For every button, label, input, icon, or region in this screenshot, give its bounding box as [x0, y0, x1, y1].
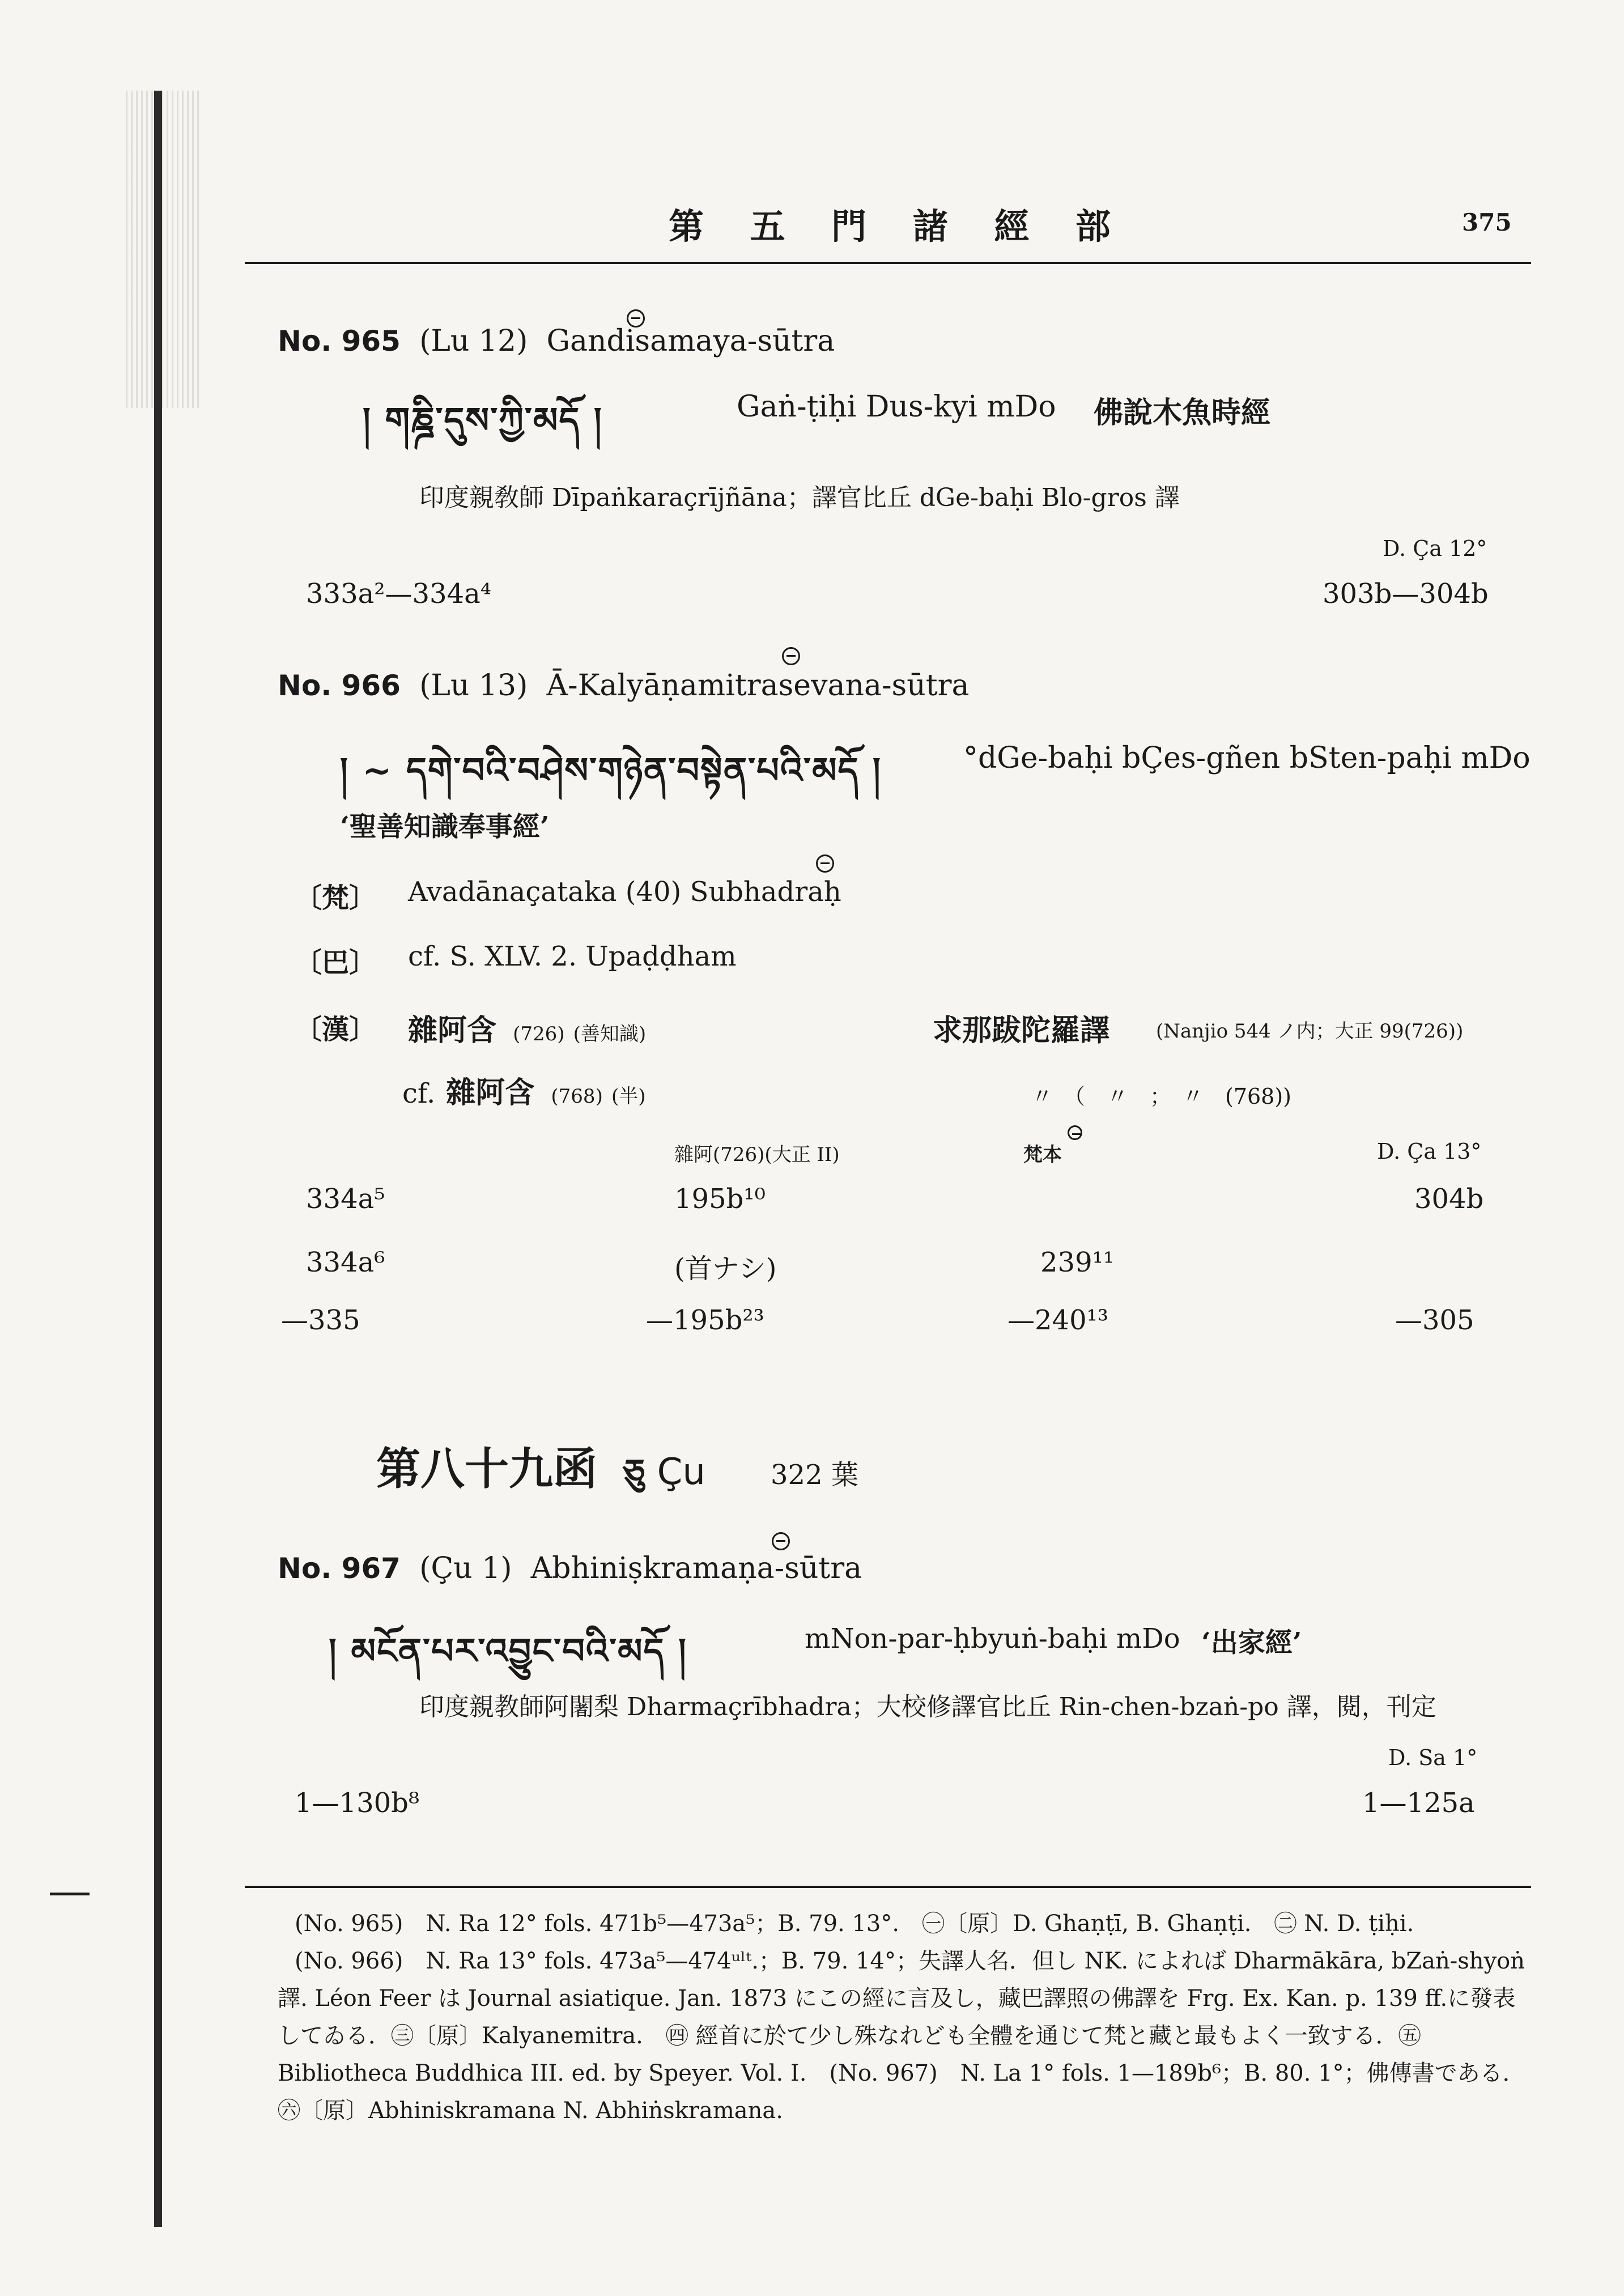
chinese-text-2: 雜阿含 [446, 1075, 535, 1110]
table-cell: 239¹¹ [1040, 1247, 1115, 1278]
entry-967-tibetan-translit: mNon-par-ḥbyuṅ-baḥi mDo [805, 1623, 1180, 1655]
footnote-965: (No. 965) N. Ra 12° fols. 471b⁵—473a⁵；B. 79. 13°. ㊀〔原〕D. Ghaṇṭī, B. Ghaṇṭi. ㊁ N. D. ṭiḥi. [295, 1911, 1414, 1937]
entry-967-tibetan-script: ། མངོན་པར་འབྱུང་བའི་མདོ ། [329, 1630, 687, 1672]
margin-mark [50, 1893, 90, 1895]
entry-966-label: No. 966 [278, 669, 401, 702]
footnote-966-967: (No. 966) N. Ra 13° fols. 473a⁵—474ᵘˡᵗ.；B. 79. 14°；失譯人名．但し NK. によれば Dharmākāra, bZaṅ-shyoṅ 譯. Léon Feer は Journal asiatique. Jan. 1873 にこの經に言及し，藏巴譯照の佛譯を Frg. Ex. Kan. p. 139 ff.に發表してゐる．㊂〔原〕Kalyanemitra. ㊃ 經首に於て少し殊なれども全體を通じて梵と藏と最もよく一致する．㊄ Bibliotheca Buddhica III. ed. by Speyer. Vol. I. (No. 967) N. La 1° fols. 1—189b⁶；B. 80. 1°；佛傳書である．㊅〔原〕Abhiniskramana N. Abhiṅskramana. [278, 1948, 1525, 2124]
table-cell: 334a⁶ [306, 1247, 385, 1278]
table-cell: —195b²³ [646, 1304, 764, 1336]
entry-967-derge: D. Sa 1° [1388, 1745, 1478, 1770]
binding-spine [154, 91, 162, 2227]
circled-note-6-icon [772, 1532, 790, 1550]
entry-967-left-range: 1—130b⁸ [295, 1787, 420, 1819]
footnote-rule [245, 1886, 1531, 1888]
column-head-3: D. Ça 13° [1377, 1139, 1482, 1164]
chinese-note-2: (半) [611, 1085, 646, 1108]
chinese-cf: cf. [402, 1078, 436, 1109]
chinese-ref-1: (Nanjio 544 ノ内；大正 99(726)) [1156, 1020, 1464, 1043]
binding-spine-shadow [126, 91, 199, 408]
table-cell: —305 [1395, 1304, 1474, 1336]
entry-966-chinese-title: ‘聖善知識奉事經’ [340, 811, 550, 843]
entry-965-tibetan-script: ། གཎྜི་དུས་ཀྱི་མདོ ། [363, 399, 603, 441]
entry-965-ref: (Lu 12) [419, 324, 528, 358]
entry-965-tibetan-translit: Gaṅ-ṭiḥi Dus-kyi mDo [737, 390, 1056, 424]
entry-965-derge: D. Ça 12° [1383, 536, 1487, 561]
chinese-text-1: 雜阿含 [408, 1013, 497, 1048]
entry-967-label: No. 967 [278, 1552, 401, 1585]
entry-967-right-range: 1—125a [1362, 1787, 1475, 1819]
table-cell: 304b [1414, 1183, 1484, 1215]
chinese-parallel-2 [402, 1069, 645, 1111]
column-head-1: 雜阿(726)(大正 II) [674, 1143, 840, 1166]
header-rule [245, 262, 1531, 264]
entry-966-tibetan-translit: °dGe-baḥi bÇes-gñen bSten-paḥi mDo [963, 741, 1531, 775]
running-header: 第 五 門 諸 經 部 [669, 206, 1128, 247]
circled-note-3-icon [782, 647, 800, 665]
page-number: 375 [1462, 209, 1512, 236]
entry-966-ref: (Lu 13) [419, 669, 528, 703]
pali-text: cf. S. XLV. 2. Upaḍḍham [408, 941, 737, 972]
chinese-num-1: (726) [513, 1023, 565, 1045]
entry-966-tibetan-script: ། ~ དགེ་བའི་བཤེས་གཉེན་བསྟེན་པའི་མདོ ། [340, 750, 882, 791]
volume-tibetan-letter: ཅུ [623, 1451, 647, 1493]
sanskrit-text: Avadānaçataka (40) Subhadraḥ [408, 876, 841, 908]
volume-name: Çu [657, 1451, 705, 1493]
chinese-label: 〔漢〕 [295, 1014, 377, 1045]
table-cell: —240¹³ [1007, 1304, 1109, 1336]
entry-966-title: Ā-Kalyāṇamitrasevana-sūtra [546, 669, 970, 703]
volume-leaves: 322 葉 [770, 1459, 858, 1491]
entry-965-label: No. 965 [278, 325, 401, 358]
volume-heading [376, 1432, 858, 1532]
circled-note-5-icon [1068, 1125, 1082, 1140]
column-head-2: 梵本 [1023, 1143, 1062, 1166]
entry-965-left-range: 333a²—334a⁴ [306, 578, 491, 610]
entry-967-chinese-title: ‘出家經’ [1201, 1627, 1302, 1659]
ditto-row: 〃 （ 〃 ； 〃 (768)) [1031, 1084, 1292, 1109]
entry-967-title: Abhiniṣkramaṇa-sūtra [530, 1551, 862, 1585]
entry-965-right-range: 303b—304b [1323, 578, 1489, 610]
chinese-note-1: (善知識) [573, 1023, 647, 1045]
table-cell: 195b¹⁰ [674, 1183, 766, 1215]
entry-967-heading [278, 1551, 862, 1585]
entry-966-heading [278, 669, 969, 703]
table-cell: (首ナシ) [674, 1253, 777, 1285]
entry-965-translators: 印度親敎師 Dīpaṅkaraçrījñāna；譯官比丘 dGe-baḥi Blo-gros 譯 [419, 483, 1180, 512]
table-cell: 334a⁵ [306, 1183, 385, 1215]
volume-title: 第八十九函 [376, 1443, 598, 1495]
chinese-translator: 求那跋陀羅譯 [933, 1013, 1110, 1048]
pali-label: 〔巴〕 [295, 947, 377, 979]
entry-965-heading [278, 324, 835, 358]
entry-967-ref: (Çu 1) [419, 1551, 512, 1585]
table-cell: —335 [281, 1304, 360, 1336]
chinese-parallel-1 [408, 1006, 646, 1049]
circled-note-4-icon [816, 854, 834, 873]
entry-967-translators: 印度親教師阿闍梨 Dharmaçrībhadra；大校修譯官比丘 Rin-chen-bzaṅ-po 譯，閱，刊定 [419, 1693, 1436, 1721]
entry-965-chinese-title: 佛說木魚時經 [1094, 396, 1271, 430]
entry-965-title: Gandisamaya-sūtra [546, 324, 835, 358]
chinese-num-2: (768) [551, 1085, 603, 1108]
sanskrit-label: 〔梵〕 [295, 882, 377, 914]
